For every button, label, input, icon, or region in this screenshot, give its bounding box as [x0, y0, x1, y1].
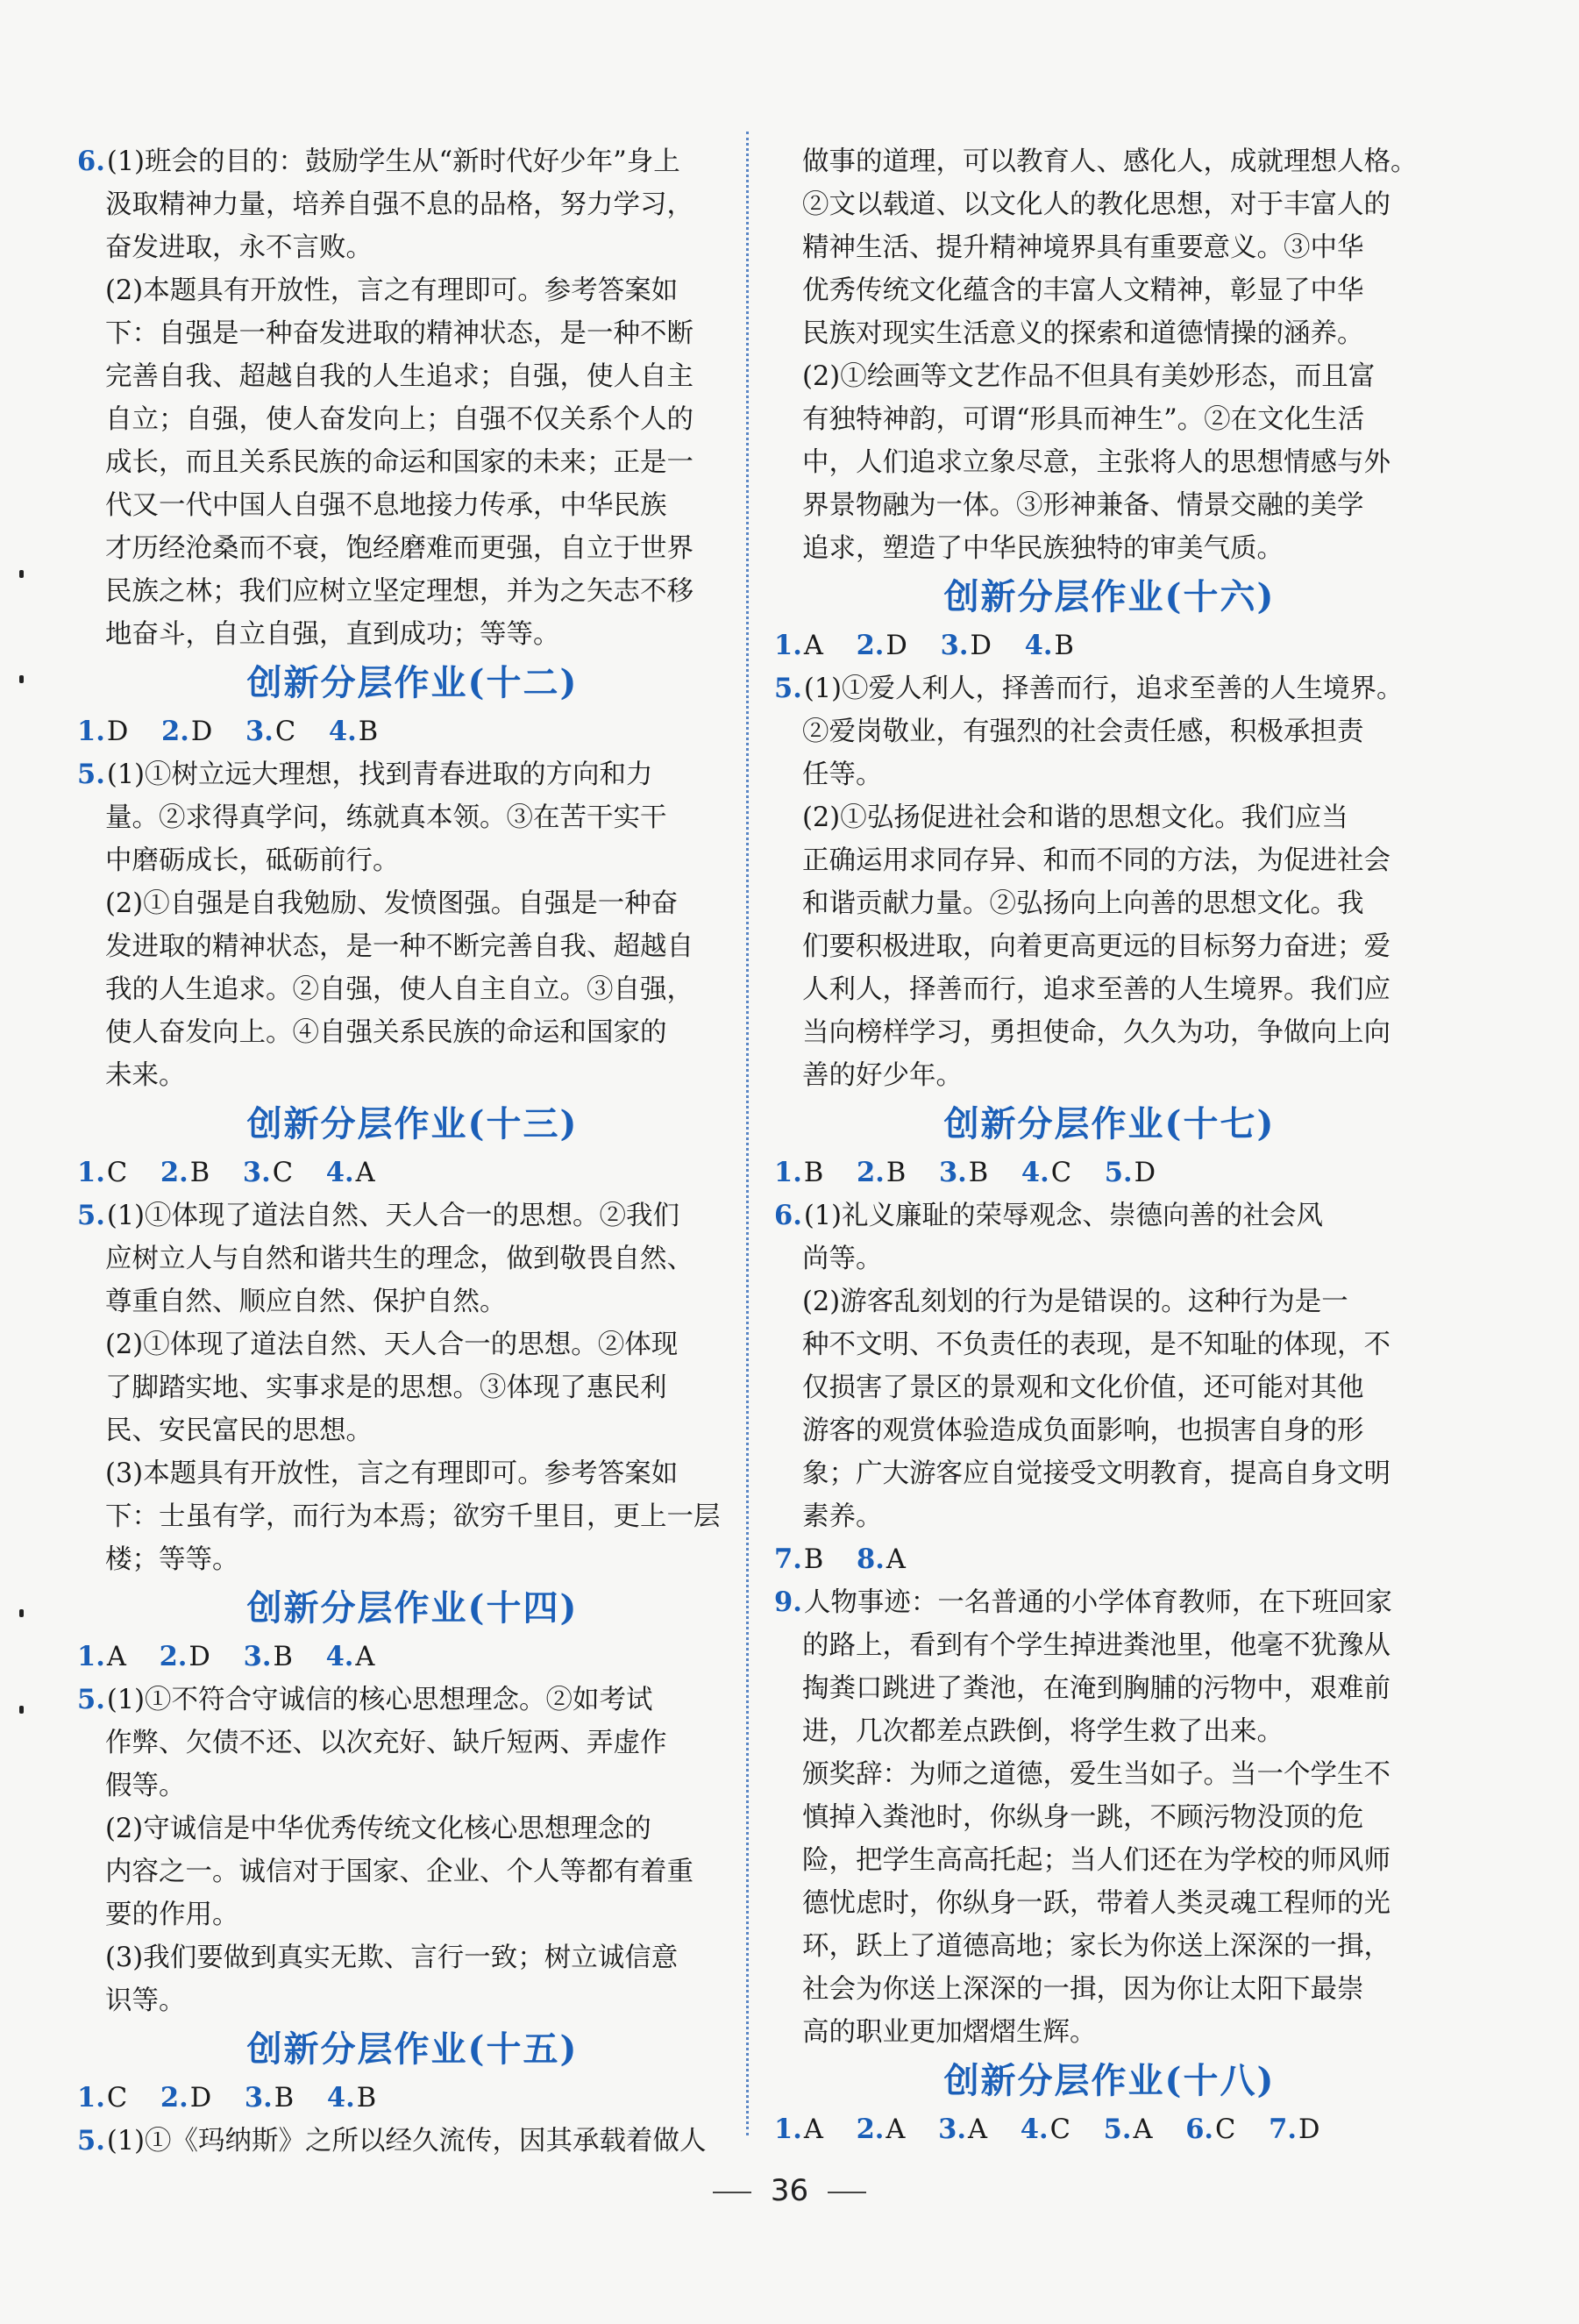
page-number-dash — [713, 2192, 751, 2193]
choice-answer: B — [189, 1158, 210, 1188]
answer-line: 代又一代中国人自强不息地接力传承，中华民族 — [105, 490, 667, 521]
question-number: 1. — [774, 2114, 802, 2145]
answer-line: 自立；自强，使人奋发向上；自强不仅关系个人的 — [105, 404, 693, 435]
choice-answer: C — [272, 1158, 294, 1188]
answer-line: ②爱岗敬业，有强烈的社会责任感，积极承担责 — [802, 716, 1364, 747]
choice-answer: C — [1215, 2114, 1236, 2145]
answer-line: 做事的道理，可以教育人、感化人，成就理想人格。 — [802, 146, 1418, 177]
margin-mark — [19, 1609, 24, 1617]
choice-answer: D — [188, 1642, 210, 1672]
question-number: 2. — [856, 2114, 885, 2145]
question-number: 6. — [774, 1200, 802, 1231]
answer-line: 作弊、欠债不还、以次充好、缺斤短两、弄虚作 — [105, 1728, 667, 1758]
question-number: 4. — [1020, 2114, 1049, 2145]
answer-line: 要的作用。 — [105, 1900, 239, 1930]
answer-line: 象；广大游客应自觉接受文明教育，提高自身文明 — [802, 1458, 1391, 1489]
question-number: 7. — [774, 1543, 802, 1575]
answer-line: 和谐贡献力量。②弘扬向上向善的思想文化。我 — [802, 888, 1364, 919]
answer-line: 有独特神韵，可谓“形具而神生”。②在文化生活 — [802, 404, 1365, 435]
answer-line: 完善自我、超越自我的人生追求；自强，使人自主 — [105, 361, 693, 392]
choice-answer: C — [1050, 1158, 1072, 1188]
section-heading: 创新分层作业(十七) — [943, 1103, 1276, 1144]
answer-line: 识等。 — [105, 1985, 186, 2016]
choice-answer: A — [886, 1544, 906, 1575]
question-number: 5. — [1104, 1157, 1133, 1188]
answer-line: 中，人们追求立象尽意，主张将人的思想情感与外 — [802, 447, 1391, 478]
section-heading: 创新分层作业(十八) — [943, 2060, 1276, 2101]
answer-line: 奋发进取，永不言败。 — [105, 232, 373, 263]
answer-line: 尊重自然、顺应自然、保护自然。 — [105, 1287, 507, 1317]
answer-line: (1)①爱人利人，择善而行，追求至善的人生境界。 — [803, 674, 1404, 704]
question-number: 2. — [160, 2082, 188, 2114]
choice-answer: B — [273, 1642, 293, 1672]
answer-line: 优秀传统文化蕴含的丰富人文精神，彰显了中华 — [802, 275, 1364, 306]
question-number: 1. — [77, 1157, 105, 1188]
question-number: 3. — [938, 1157, 967, 1188]
answer-line: (2)游客乱刻划的行为是错误的。这种行为是一 — [802, 1287, 1348, 1317]
question-number: 4. — [1024, 630, 1053, 661]
margin-mark — [19, 1706, 24, 1714]
choice-answer: B — [358, 716, 379, 747]
answer-line: 中磨砺成长，砥砺前行。 — [105, 845, 400, 876]
answer-line: (1)礼义廉耻的荣辱观念、崇德向善的社会风 — [803, 1201, 1324, 1231]
answer-line: 应树立人与自然和谐共生的理念，做到敬畏自然、 — [105, 1244, 693, 1274]
answer-line: 追求，塑造了中华民族独特的审美气质。 — [802, 533, 1284, 564]
answer-line: 任等。 — [802, 759, 883, 790]
q6-block — [77, 140, 748, 656]
question-number: 2. — [856, 1157, 885, 1188]
choice-answer: D — [190, 716, 213, 747]
answer-line: 民、安民富民的思想。 — [105, 1415, 373, 1446]
answer-line: (2)①弘扬促进社会和谐的思想文化。我们应当 — [802, 802, 1348, 833]
choice-answer: D — [106, 716, 129, 747]
choice-answers — [774, 2108, 1445, 2151]
choice-answer: C — [106, 1158, 128, 1188]
question-number: 3. — [245, 716, 274, 747]
choice-answer: A — [355, 1642, 375, 1672]
choice-answers — [774, 1151, 1445, 1194]
answer-line: 民族对现实生活意义的探索和道德情操的涵养。 — [802, 318, 1364, 349]
answer-line: 发进取的精神状态，是一种不断完善自我、超越自 — [105, 931, 693, 962]
answer-line: 精神生活、提升精神境界具有重要意义。③中华 — [802, 232, 1364, 263]
answer-line: 们要积极进取，向着更高更远的目标努力奋进；爱 — [802, 931, 1391, 962]
section-heading: 创新分层作业(十五) — [246, 2028, 579, 2070]
margin-mark — [19, 570, 24, 578]
answer-line: (2)①绘画等文艺作品不但具有美妙形态，而且富 — [802, 361, 1376, 392]
question-number: 5. — [774, 673, 802, 704]
question-number: 2. — [160, 1157, 188, 1188]
answer-line: 颁奖辞：为师之道德，爱生当如子。当一个学生不 — [802, 1759, 1391, 1790]
question-number: 5. — [77, 1684, 105, 1715]
choice-answer: D — [1298, 2114, 1320, 2145]
left-column — [77, 140, 748, 2163]
answer-line: 环，跃上了道德高地；家长为你送上深深的一揖， — [802, 1931, 1391, 1962]
answer-line: 地奋斗，自立自强，直到成功；等等。 — [105, 619, 560, 650]
answer-line: 民族之林；我们应树立坚定理想，并为之矢志不移 — [105, 576, 693, 607]
choice-answers — [77, 1151, 748, 1194]
answer-line: (3)本题具有开放性，言之有理即可。参考答案如 — [105, 1458, 679, 1489]
choice-answer: A — [355, 1158, 375, 1188]
section-heading: 创新分层作业(十四) — [246, 1587, 579, 1629]
answer-line: 使人奋发向上。④自强关系民族的命运和国家的 — [105, 1017, 667, 1048]
section-heading: 创新分层作业(十六) — [943, 576, 1276, 617]
answer-line: 善的好少年。 — [802, 1060, 963, 1091]
choice-answer: B — [1054, 631, 1074, 661]
question-number: 1. — [77, 716, 105, 747]
answer-line: (2)守诚信是中华优秀传统文化核心思想理念的 — [105, 1814, 651, 1844]
answer-line: (2)①自强是自我勉励、发愤图强。自强是一种奋 — [105, 888, 679, 919]
answer-line: 下：士虽有学，而行为本焉；欲穷千里目，更上一层 — [105, 1501, 721, 1532]
answer-line: 种不文明、不负责任的表现，是不知耻的体现，不 — [802, 1330, 1391, 1360]
answer-line: 当向榜样学习，勇担使命，久久为功，争做向上向 — [802, 1017, 1391, 1048]
answer-line: 了脚踏实地、实事求是的思想。③体现了惠民利 — [105, 1372, 667, 1403]
choice-answer: A — [803, 631, 823, 661]
choice-answer: D — [970, 631, 992, 661]
page-number-text: 36 — [770, 2173, 809, 2208]
question-number: 5. — [77, 1200, 105, 1231]
question-number: 3. — [243, 1641, 272, 1672]
answer-line: 楼；等等。 — [105, 1544, 239, 1575]
question-number: 3. — [940, 630, 969, 661]
answer-line: (3)我们要做到真实无欺、言行一致；树立诚信意 — [105, 1943, 679, 1973]
answer-line: 社会为你送上深深的一揖，因为你让太阳下最崇 — [802, 1974, 1364, 2005]
choice-answer: B — [803, 1544, 824, 1575]
choice-answers — [774, 1538, 1445, 1581]
choice-answer: A — [886, 2114, 906, 2145]
answer-line: 假等。 — [105, 1771, 186, 1801]
answer-line: 我的人生追求。②自强，使人自主自立。③自强， — [105, 974, 693, 1005]
question-number: 3. — [242, 1157, 271, 1188]
answer-line: 量。②求得真学问，练就真本领。③在苦干实干 — [105, 802, 667, 833]
answer-line: 正确运用求同存异、和而不同的方法，为促进社会 — [802, 845, 1391, 876]
choice-answer: B — [886, 1158, 907, 1188]
choice-answer: A — [1133, 2114, 1153, 2145]
answer-line: (2)本题具有开放性，言之有理即可。参考答案如 — [105, 275, 679, 306]
question-number: 6. — [77, 146, 105, 177]
answer-line: 汲取精神力量，培养自强不息的品格，努力学习， — [105, 189, 693, 220]
question-number: 2. — [159, 1641, 188, 1672]
answer-line: 游客的观赏体验造成负面影响，也损害自身的形 — [802, 1415, 1364, 1446]
choice-answer: B — [803, 1158, 824, 1188]
answer-line: 成长，而且关系民族的命运和国家的未来；正是一 — [105, 447, 693, 478]
answer-line: (1)班会的目的：鼓励学生从“新时代好少年”身上 — [106, 146, 680, 177]
choice-answers — [77, 2077, 748, 2120]
question-number: 8. — [856, 1543, 885, 1575]
question-number: 7. — [1269, 2114, 1297, 2145]
question-number: 2. — [856, 630, 885, 661]
choice-answer: A — [106, 1642, 126, 1672]
choice-answer: B — [356, 2083, 377, 2114]
choice-answer: D — [886, 631, 907, 661]
answer-line: 进，几次都差点跌倒，将学生救了出来。 — [802, 1716, 1284, 1747]
section-heading: 创新分层作业(十二) — [246, 662, 579, 703]
question-number: 5. — [1103, 2114, 1132, 2145]
answer-line: (1)①体现了道法自然、天人合一的思想。②我们 — [106, 1201, 680, 1231]
question-number: 5. — [77, 759, 105, 790]
question-number: 9. — [774, 1586, 802, 1618]
answer-line: (1)①《玛纳斯》之所以经久流传，因其承载着做人 — [106, 2126, 707, 2156]
answer-line: 掏粪口跳进了粪池，在淹到胸脯的污物中，艰难前 — [802, 1673, 1391, 1704]
question-number: 3. — [938, 2114, 966, 2145]
answer-line: 德忧虑时，你纵身一跃，带着人类灵魂工程师的光 — [802, 1888, 1391, 1919]
answer-line: 高的职业更加熠熠生辉。 — [802, 2017, 1097, 2048]
right-column — [774, 140, 1445, 2151]
answer-line: ②文以载道、以文化人的教化思想，对于丰富人的 — [802, 189, 1391, 220]
question-number: 6. — [1185, 2114, 1214, 2145]
answer-line: 仅损害了景区的景观和文化价值，还可能对其他 — [802, 1372, 1364, 1403]
answer-line: 界景物融为一体。③形神兼备、情景交融的美学 — [802, 490, 1364, 521]
choice-answers — [77, 710, 748, 753]
choice-answer: C — [106, 2083, 128, 2114]
answer-line: 人利人，择善而行，追求至善的人生境界。我们应 — [802, 974, 1391, 1005]
question-number: 4. — [1021, 1157, 1049, 1188]
choice-answer: C — [1049, 2114, 1070, 2145]
answer-line: 尚等。 — [802, 1244, 883, 1274]
page-number-dash — [828, 2192, 866, 2193]
choice-answer: D — [1134, 1158, 1156, 1188]
answer-line: 人物事迹：一名普通的小学体育教师，在下班回家 — [803, 1587, 1392, 1618]
section-heading: 创新分层作业(十三) — [246, 1103, 579, 1144]
choice-answer: B — [968, 1158, 989, 1188]
question-number: 4. — [325, 1157, 354, 1188]
question-number: 1. — [77, 2082, 105, 2114]
answer-line: 素养。 — [802, 1501, 883, 1532]
question-number: 4. — [328, 716, 357, 747]
answer-line: 才历经沧桑而不衰，饱经磨难而更强，自立于世界 — [105, 533, 693, 564]
answer-line: (1)①不符合守诚信的核心思想理念。②如考试 — [106, 1685, 653, 1715]
answer-line: 未来。 — [105, 1060, 186, 1091]
question-number: 3. — [244, 2082, 273, 2114]
page-number — [0, 2173, 1579, 2208]
choice-answer: B — [274, 2083, 295, 2114]
question-number: 1. — [774, 630, 802, 661]
answer-line: 的路上，看到有个学生掉进粪池里，他毫不犹豫从 — [802, 1630, 1391, 1661]
choice-answer: A — [968, 2114, 988, 2145]
question-number: 4. — [326, 2082, 355, 2114]
answer-line: 险，把学生高高托起；当人们还在为学校的师风师 — [802, 1845, 1391, 1876]
question-number: 1. — [774, 1157, 802, 1188]
answer-line: (1)①树立远大理想，找到青春进取的方向和力 — [106, 759, 653, 790]
question-number: 4. — [325, 1641, 354, 1672]
choice-answers — [774, 624, 1445, 667]
question-number: 2. — [161, 716, 189, 747]
answer-line: (2)①体现了道法自然、天人合一的思想。②体现 — [105, 1330, 679, 1360]
question-number: 1. — [77, 1641, 105, 1672]
choice-answers — [77, 1636, 748, 1679]
answer-line: 内容之一。诚信对于国家、企业、个人等都有着重 — [105, 1857, 693, 1887]
question-number: 5. — [77, 2125, 105, 2156]
margin-mark — [19, 675, 24, 683]
choice-answer: D — [189, 2083, 212, 2114]
choice-answer: A — [803, 2114, 823, 2145]
choice-answer: C — [274, 716, 296, 747]
answer-line: 下：自强是一种奋发进取的精神状态，是一种不断 — [105, 318, 693, 349]
answer-line: 慎掉入粪池时，你纵身一跳，不顾污物没顶的危 — [802, 1802, 1364, 1833]
